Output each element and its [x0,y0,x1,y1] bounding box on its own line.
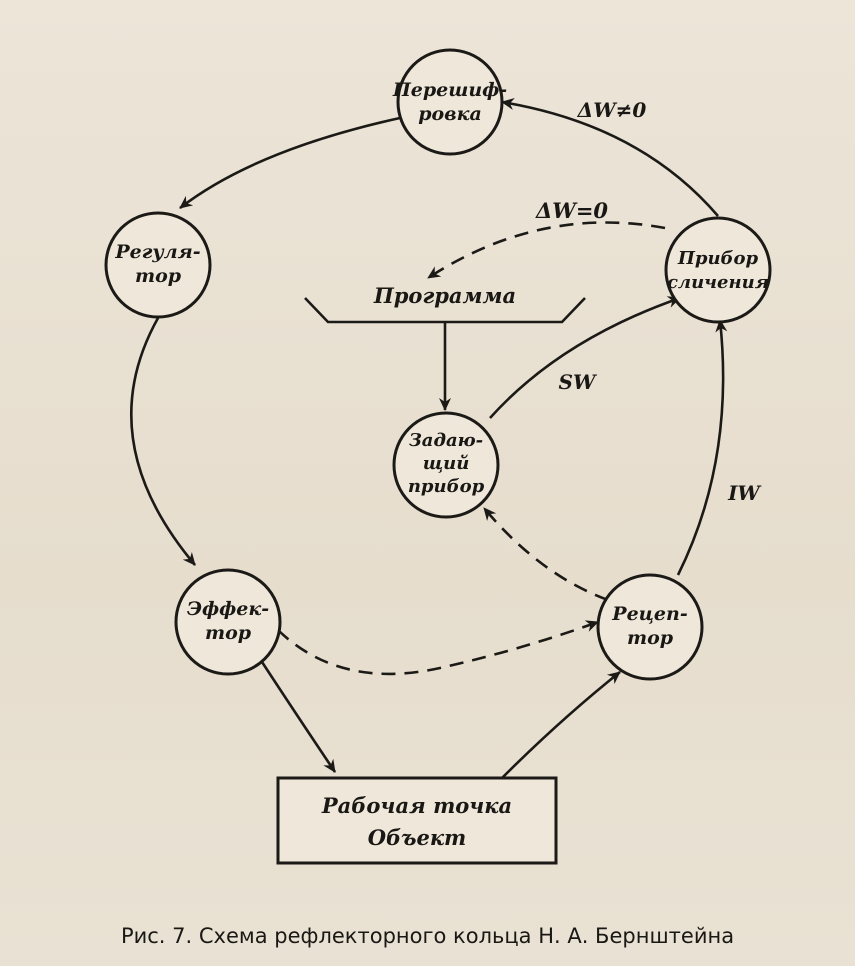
edge-label-dw-ne0: ΔW≠0 [577,98,647,122]
node-label-line: Перешиф- [392,79,508,101]
node-setter [394,413,498,517]
edge-effector-to-object [262,662,335,772]
edge-object-to-receptor [502,672,620,778]
node-label-line: ровка [418,103,482,125]
edge-comparator-to-program-dashed [428,222,665,278]
node-receptor [598,575,702,679]
node-comparator [666,218,770,322]
node-label-line: Эффек- [186,598,270,620]
node-label-line: Регуля- [115,241,201,263]
edge-setter-to-comparator [490,298,680,418]
node-label-line: сличения [666,272,770,293]
node-effector [176,570,280,674]
node-label-line: тор [134,265,182,287]
object-label-line: Рабочая точка [321,793,513,818]
node-label-line: Прибор [677,248,759,269]
edge-receptor-to-setter-dashed [484,508,608,600]
edge-effector-to-receptor-dashed [278,622,598,674]
node-label-line: тор [204,622,252,644]
program-label: Программа [373,283,517,308]
node-label-line: щий [422,453,470,474]
edge-label-iw: IW [728,481,760,505]
object-box [278,778,556,863]
edge-regulator-to-effector [131,318,195,565]
node-label-line: тор [626,627,674,649]
node-regulator [106,213,210,317]
node-label-line: Задаю- [408,430,484,451]
node-decoding [392,50,507,154]
object-label-line: Объект [367,825,467,850]
edge-decoding-to-regulator [180,118,400,208]
figure-caption: Рис. 7. Схема рефлекторного кольца Н. А. Бернштейна [120,924,735,948]
edge-receptor-to-comparator [678,320,723,575]
node-label-line: прибор [407,476,485,497]
node-label-line: Рецеп- [612,603,688,625]
edge-label-sw: SW [558,370,596,394]
edge-label-dw-eq0: ΔW=0 [535,198,609,223]
